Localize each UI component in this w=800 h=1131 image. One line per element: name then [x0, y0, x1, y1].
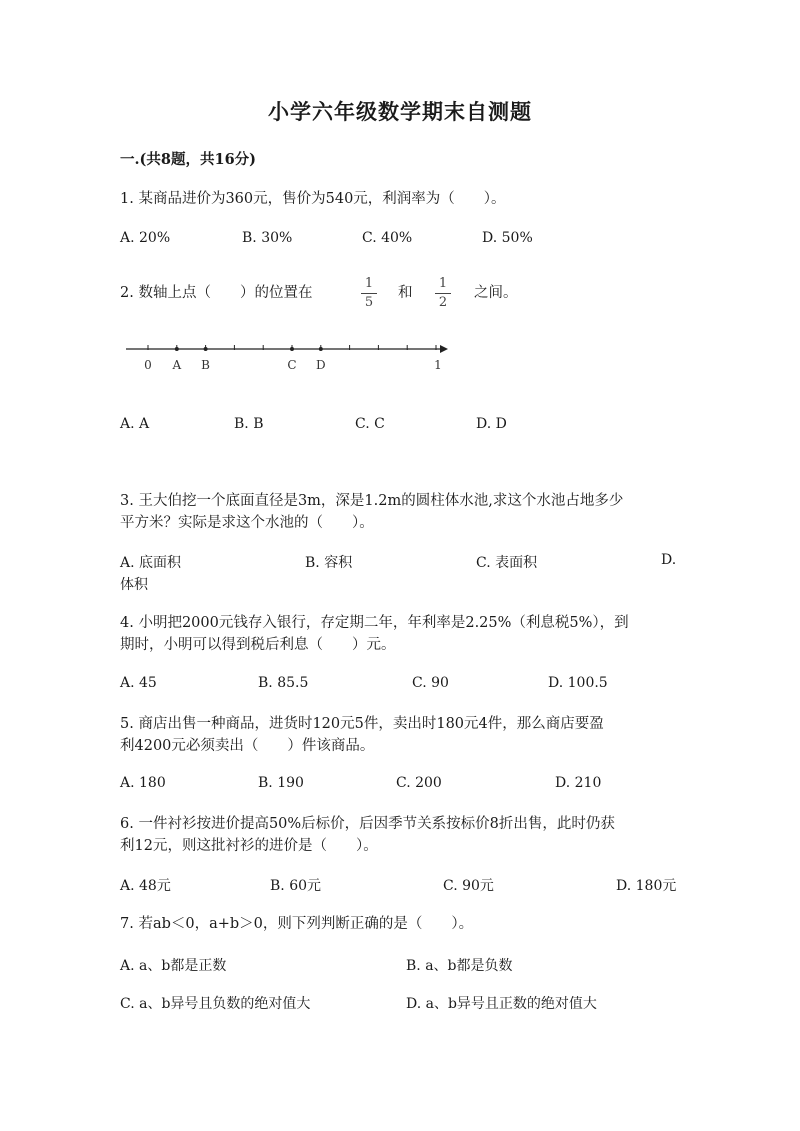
number-line-point-b: [204, 347, 208, 351]
q1-option-a: A. 20%: [120, 230, 171, 246]
q3-option-a: A. 底面积: [120, 555, 182, 571]
q5-option-d: D. 210: [555, 775, 602, 791]
question-3-line1: 3. 王大伯挖一个底面直径是3m，深是1.2m的圆柱体水池,求这个水池占地多少: [120, 493, 624, 509]
q6-option-a: A. 48元: [120, 878, 171, 894]
question-4-line1: 4. 小明把2000元钱存入银行，存定期二年，年利率是2.25%（利息税5%），到: [120, 615, 629, 631]
question-1-text: 1. 某商品进价为360元，售价为540元，利润率为（ ）。: [120, 191, 506, 207]
fraction-bar: [435, 293, 451, 294]
question-4-line2: 期时，小明可以得到税后利息（ ）元。: [120, 637, 396, 653]
q7-option-a: A. a、b都是正数: [120, 958, 227, 974]
q3-option-d: D.: [661, 552, 677, 568]
question-5-line1: 5. 商店出售一种商品，进货时120元5件，卖出时180元4件，那么商店要盈: [120, 716, 604, 732]
q1-option-c: C. 40%: [362, 230, 413, 246]
question-2-text: 2. 数轴上点（ ）的位置在: [120, 285, 313, 301]
number-line-point-label-c: C: [287, 358, 297, 372]
q7-option-c: C. a、b异号且负数的绝对值大: [120, 996, 311, 1012]
q6-option-b: B. 60元: [270, 878, 322, 894]
q6-option-d: D. 180元: [616, 878, 677, 894]
fraction-numerator: 1: [364, 276, 374, 291]
question-6-line2: 利12元，则这批衬衫的进价是（ ）。: [120, 838, 378, 854]
fraction-bar: [361, 293, 377, 294]
q2-option-b: B. B: [234, 416, 264, 432]
q2-option-d: D. D: [476, 416, 507, 432]
number-line-point-d: [319, 347, 323, 351]
number-line-point-a: [175, 347, 179, 351]
fraction-numerator: 1: [438, 276, 448, 291]
section-heading: 一.(共8题，共16分): [120, 151, 257, 168]
page-title: 小学六年级数学期末自测题: [268, 99, 532, 124]
question-2-end: 之间。: [474, 285, 518, 301]
fraction-denominator: 2: [438, 295, 448, 310]
question-3-line2: 平方米？实际是求这个水池的（ ）。: [120, 515, 374, 531]
q1-option-b: B. 30%: [242, 230, 293, 246]
question-5-line2: 利4200元必须卖出（ ）件该商品。: [120, 738, 375, 754]
q3-option-b: B. 容积: [305, 555, 353, 571]
q7-option-d: D. a、b异号且正数的绝对值大: [406, 996, 597, 1012]
number-line-point-label-a: A: [172, 358, 182, 372]
q2-option-c: C. C: [355, 416, 385, 432]
q5-option-b: B. 190: [258, 775, 304, 791]
q5-option-a: A. 180: [120, 775, 166, 791]
q7-option-b: B. a、b都是负数: [406, 958, 513, 974]
q1-option-d: D. 50%: [482, 230, 533, 246]
number-line: [120, 335, 460, 380]
number-line-arrow: [440, 345, 448, 353]
q3-option-c: C. 表面积: [476, 555, 538, 571]
q4-option-b: B. 85.5: [258, 675, 309, 691]
number-line-start-label: 0: [144, 358, 152, 372]
question-6-line1: 6. 一件衬衫按进价提高50%后标价，后因季节关系按标价8折出售，此时仍获: [120, 816, 615, 832]
q3-option-d-wrap: 体积: [120, 577, 148, 593]
q6-option-c: C. 90元: [443, 878, 494, 894]
fraction-denominator: 5: [364, 295, 374, 310]
fraction-one-fifth: [361, 276, 377, 311]
number-line-point-label-b: B: [201, 358, 211, 372]
q4-option-a: A. 45: [120, 675, 157, 691]
number-line-point-c: [290, 347, 294, 351]
q4-option-d: D. 100.5: [548, 675, 608, 691]
number-line-point-label-d: D: [315, 358, 326, 372]
question-7-text: 7. 若ab＜0，a+b＞0，则下列判断正确的是（ ）。: [120, 916, 474, 932]
question-2-and: 和: [398, 285, 413, 301]
number-line-end-label: 1: [434, 358, 442, 372]
q2-option-a: A. A: [120, 416, 150, 432]
fraction-one-half: [435, 276, 451, 311]
q5-option-c: C. 200: [396, 775, 442, 791]
q4-option-c: C. 90: [412, 675, 449, 691]
